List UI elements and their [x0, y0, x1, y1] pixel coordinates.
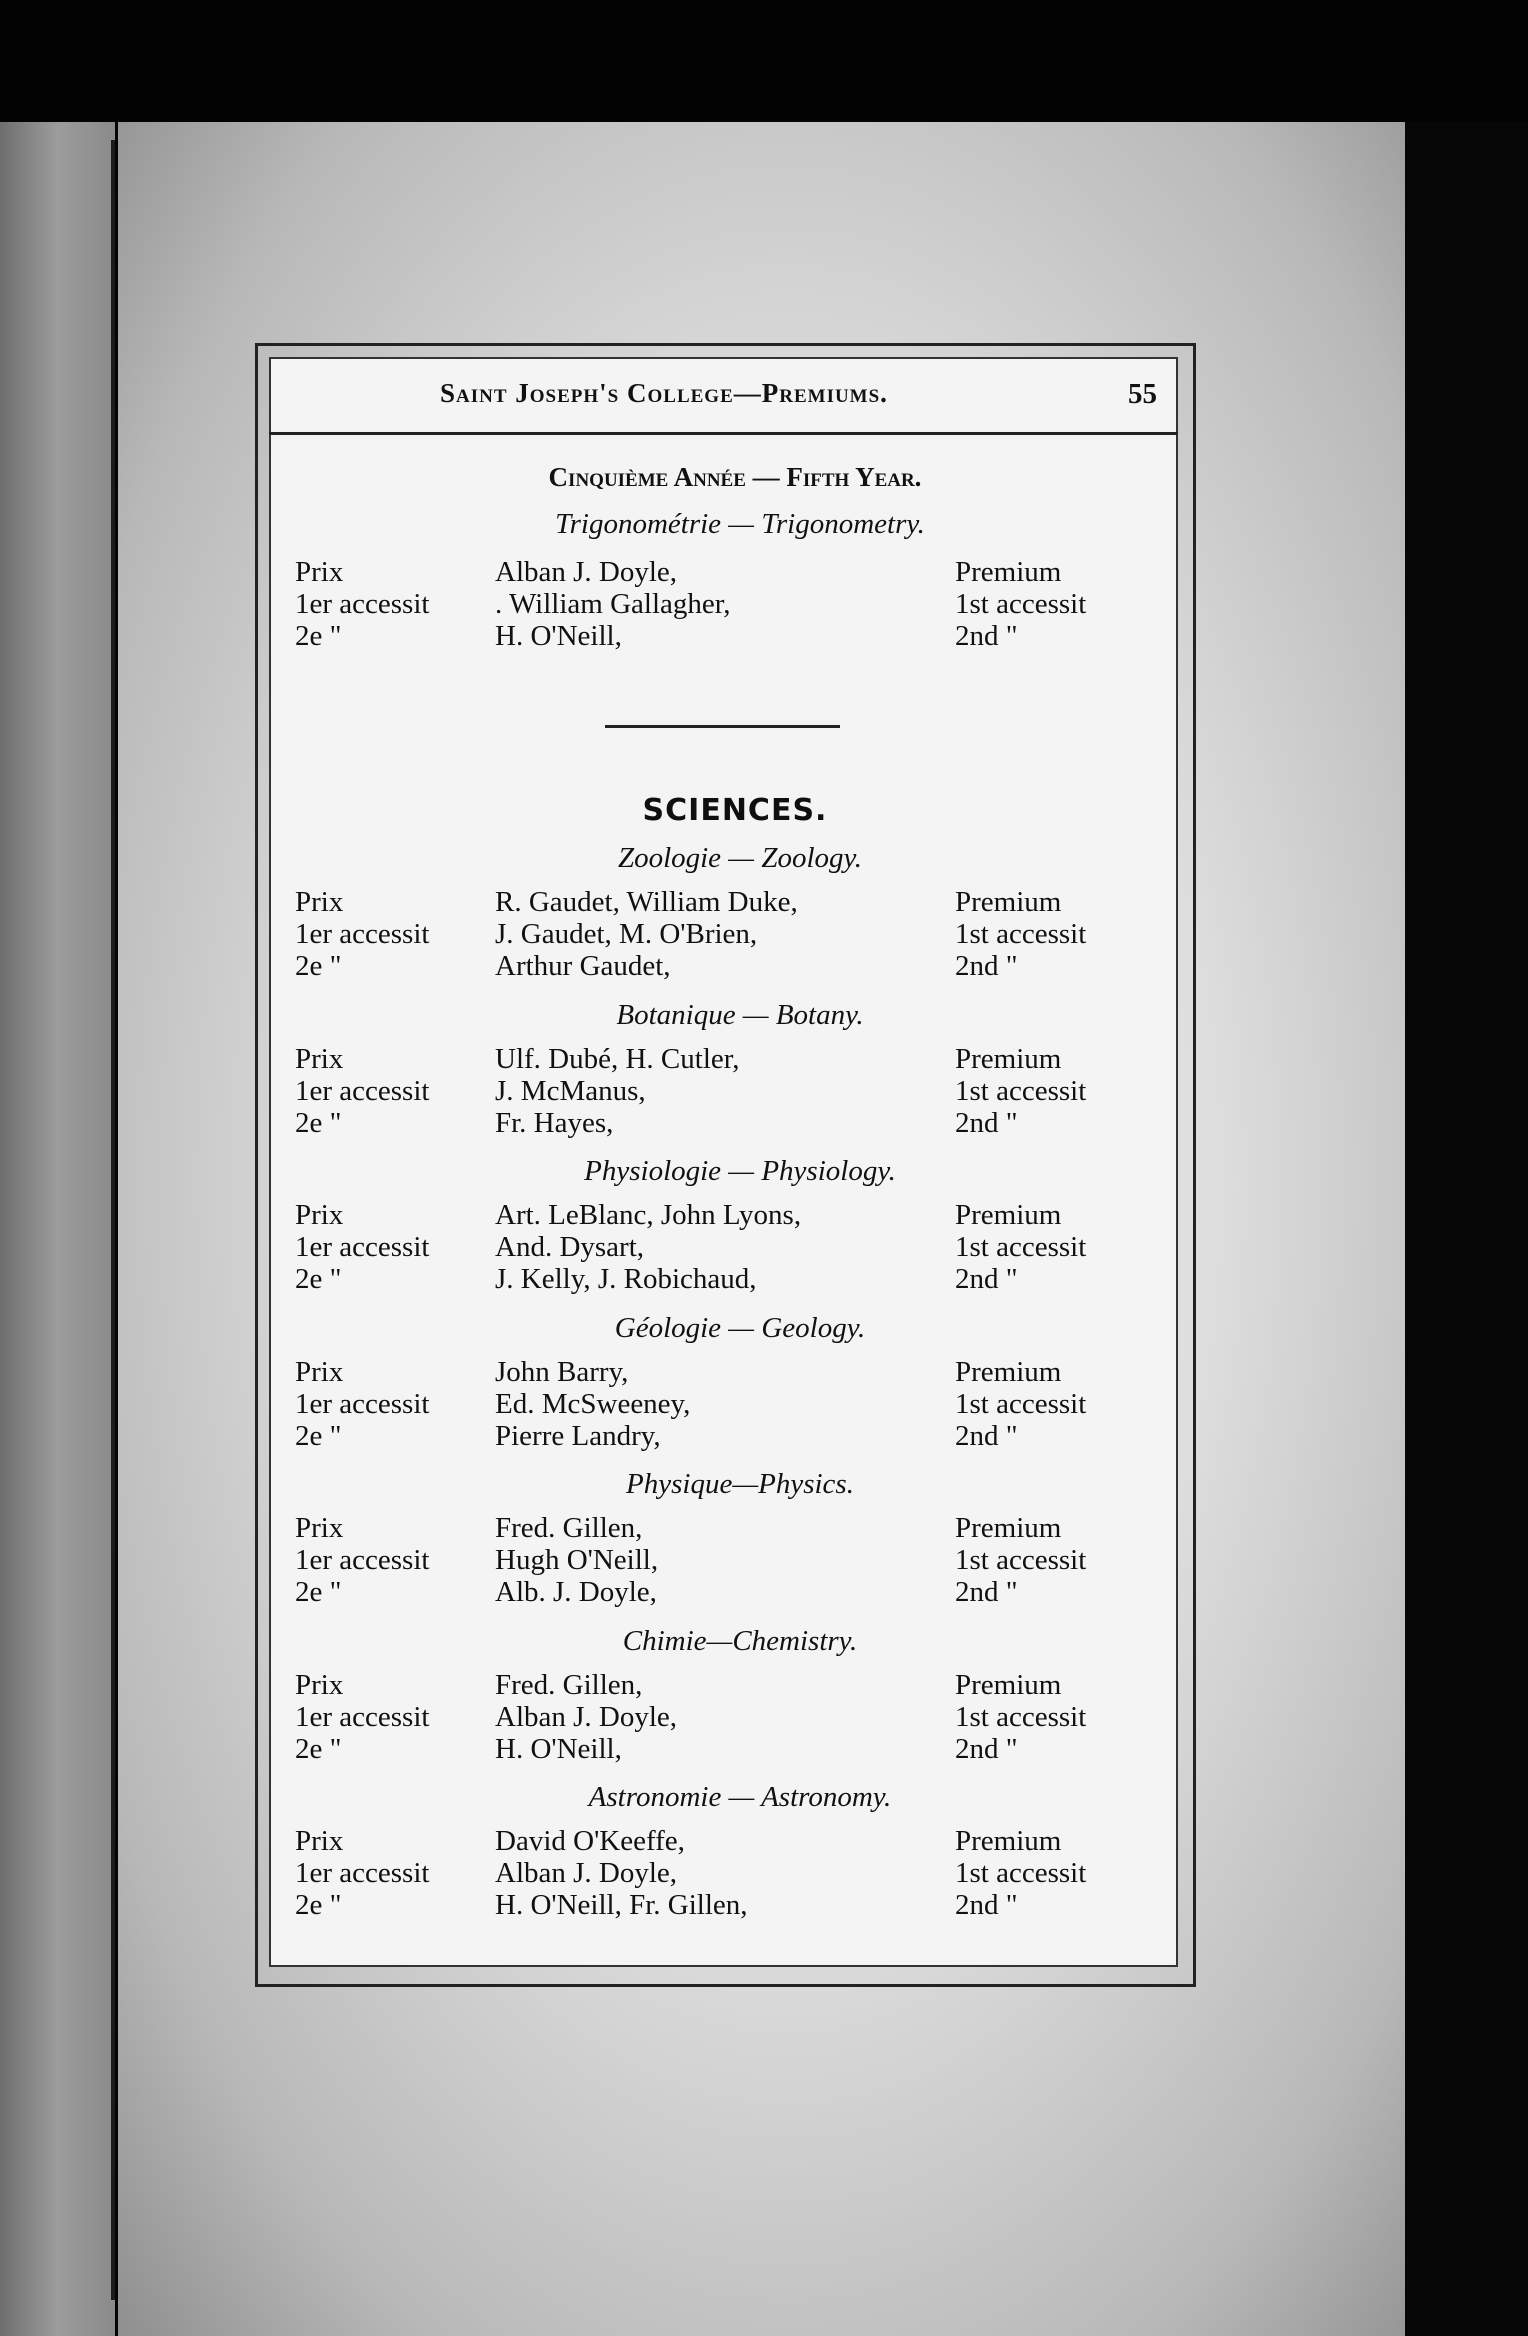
subject-heading: Géologie — Geology.: [614, 1311, 866, 1344]
header-rule: [269, 432, 1178, 435]
award-label-en: 2nd ": [955, 1106, 1018, 1139]
page-number: 55: [1128, 378, 1157, 410]
fifth-year-heading: Cinquième Année — Fifth Year.: [548, 462, 922, 492]
award-label-en: 2nd ": [955, 1889, 1018, 1921]
award-label-fr: 2e ": [295, 1106, 342, 1139]
recipient-names: David O'Keeffe,: [495, 1825, 685, 1857]
award-label-en: 1st accessit: [955, 588, 1087, 620]
recipient-names: Fr. Hayes,: [495, 1106, 614, 1139]
running-head: Saint Joseph's College—Premiums.: [440, 378, 888, 408]
award-label-fr: 2e ": [295, 1263, 342, 1295]
award-label-en: Premium: [955, 1355, 1062, 1388]
award-label-fr: Prix: [295, 1199, 344, 1231]
award-label-en: Premium: [955, 556, 1062, 588]
sciences-title: SCIENCES.: [642, 793, 828, 828]
award-label-en: Premium: [955, 1825, 1062, 1857]
recipient-names: J. Gaudet, M. O'Brien,: [495, 918, 758, 950]
award-label-en: 1st accessit: [955, 1857, 1087, 1889]
award-label-fr: Prix: [295, 1355, 344, 1388]
recipient-names: Fred. Gillen,: [495, 1668, 643, 1701]
award-label-en: 1st accessit: [955, 1387, 1087, 1420]
award-label-en: Premium: [955, 886, 1062, 918]
recipient-names: R. Gaudet, William Duke,: [495, 886, 798, 918]
subject-heading: Astronomie — Astronomy.: [588, 1781, 892, 1813]
recipient-names: Ulf. Dubé, H. Cutler,: [495, 1042, 740, 1075]
award-label-en: 1st accessit: [955, 1231, 1087, 1263]
award-label-fr: 1er accessit: [295, 1857, 430, 1889]
award-label-en: Premium: [955, 1512, 1062, 1544]
award-label-fr: 2e ": [295, 1732, 342, 1765]
recipient-names: And. Dysart,: [495, 1231, 645, 1263]
award-label-fr: 1er accessit: [295, 1700, 430, 1733]
subject-heading: Chimie—Chemistry.: [622, 1624, 858, 1657]
award-label-fr: Prix: [295, 1825, 344, 1857]
recipient-names: Arthur Gaudet,: [495, 950, 671, 982]
subject-heading: Physique—Physics.: [626, 1468, 854, 1500]
scan-right-border: [1405, 122, 1528, 2336]
award-label-en: 2nd ": [955, 1419, 1018, 1452]
award-label-en: 2nd ": [955, 620, 1018, 652]
award-label-fr: Prix: [295, 886, 344, 918]
facing-page-edge: [0, 122, 115, 2336]
recipient-names: Alban J. Doyle,: [495, 556, 678, 588]
recipient-names: John Barry,: [495, 1355, 629, 1388]
subject-heading: Botanique — Botany.: [616, 998, 864, 1031]
award-label-en: 1st accessit: [955, 918, 1087, 950]
book-gutter: [111, 140, 115, 2300]
award-label-fr: Prix: [295, 1512, 344, 1544]
award-label-fr: Prix: [295, 1668, 344, 1701]
recipient-names: Alban J. Doyle,: [495, 1700, 678, 1733]
recipient-names: Pierre Landry,: [495, 1419, 661, 1452]
recipient-names: H. O'Neill,: [495, 1732, 622, 1765]
award-label-fr: 1er accessit: [295, 1074, 430, 1107]
award-label-en: Premium: [955, 1668, 1062, 1701]
recipient-names: H. O'Neill, Fr. Gillen,: [495, 1889, 748, 1921]
recipient-names: Alb. J. Doyle,: [495, 1576, 657, 1608]
award-label-fr: 1er accessit: [295, 588, 430, 620]
award-label-fr: 2e ": [295, 620, 342, 652]
award-label-fr: 2e ": [295, 950, 342, 982]
section-separator: [605, 725, 840, 728]
award-label-fr: 1er accessit: [295, 1544, 430, 1576]
scan-top-border: [0, 0, 1528, 122]
recipient-names: . William Gallagher,: [495, 588, 731, 620]
award-label-fr: 2e ": [295, 1419, 342, 1452]
award-label-en: 2nd ": [955, 1263, 1018, 1295]
recipient-names: Alban J. Doyle,: [495, 1857, 678, 1889]
award-label-en: Premium: [955, 1199, 1062, 1231]
award-label-fr: Prix: [295, 556, 344, 588]
subject-heading: Zoologie — Zoology.: [617, 842, 863, 874]
award-label-en: Premium: [955, 1042, 1062, 1075]
recipient-names: Fred. Gillen,: [495, 1512, 643, 1544]
subject-heading: Physiologie — Physiology.: [584, 1155, 896, 1187]
award-label-fr: 2e ": [295, 1576, 342, 1608]
award-label-en: 2nd ": [955, 1732, 1018, 1765]
award-label-en: 1st accessit: [955, 1544, 1087, 1576]
subject-heading: Trigonométrie — Trigonometry.: [555, 508, 925, 540]
award-label-fr: 1er accessit: [295, 1231, 430, 1263]
recipient-names: Art. LeBlanc, John Lyons,: [495, 1199, 802, 1231]
award-label-en: 1st accessit: [955, 1700, 1087, 1733]
recipient-names: J. McManus,: [495, 1074, 646, 1107]
award-label-fr: Prix: [295, 1042, 344, 1075]
award-label-en: 2nd ": [955, 1576, 1018, 1608]
award-label-fr: 1er accessit: [295, 918, 430, 950]
award-label-fr: 2e ": [295, 1889, 342, 1921]
recipient-names: Ed. McSweeney,: [495, 1387, 691, 1420]
award-label-en: 1st accessit: [955, 1074, 1087, 1107]
award-label-en: 2nd ": [955, 950, 1018, 982]
recipient-names: Hugh O'Neill,: [495, 1544, 659, 1576]
recipient-names: J. Kelly, J. Robichaud,: [495, 1263, 757, 1295]
recipient-names: H. O'Neill,: [495, 620, 622, 652]
award-label-fr: 1er accessit: [295, 1387, 430, 1420]
